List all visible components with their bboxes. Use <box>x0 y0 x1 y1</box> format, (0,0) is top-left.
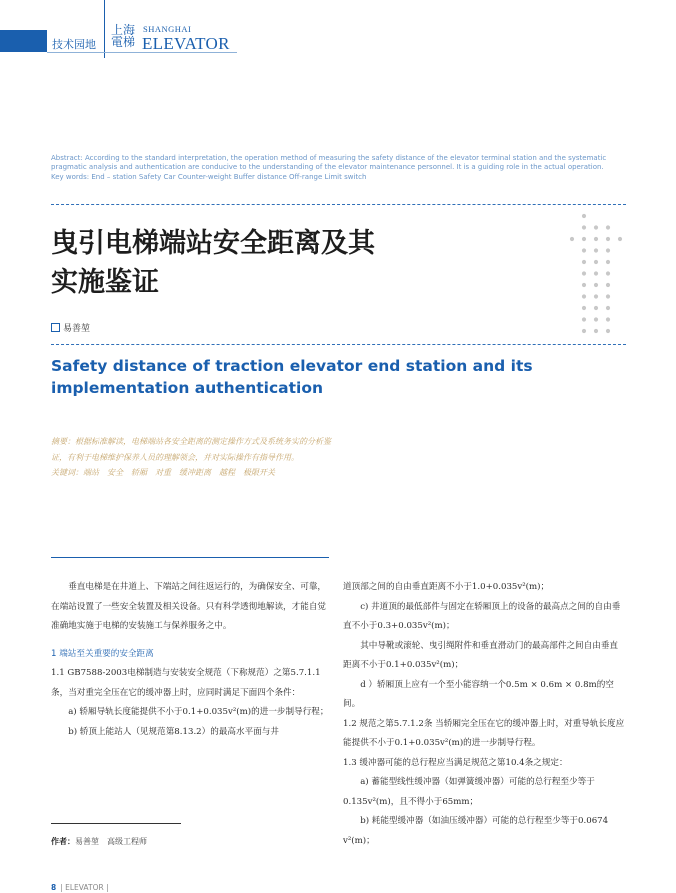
logo-chinese: 上海電梯 <box>111 23 136 49</box>
decorative-dot <box>606 237 610 241</box>
decorative-dot <box>606 329 610 333</box>
english-title: Safety distance of traction elevator end station and its implementation authentication <box>51 357 533 397</box>
decorative-dot <box>606 283 610 287</box>
section-label: 技术园地 <box>52 38 96 51</box>
decorative-dot <box>582 283 586 287</box>
title-line-1: 曳引电梯端站安全距离及其 <box>51 228 375 259</box>
decorative-dot <box>582 271 586 275</box>
decorative-dot <box>594 329 598 333</box>
decorative-dot <box>606 248 610 252</box>
paragraph: a) 轿厢导轨长度能提供不小于0.1+0.035v²(m)的进一步制导行程； <box>68 707 329 717</box>
dashed-rule-mid <box>51 344 626 345</box>
decorative-dot <box>582 294 586 298</box>
decorative-dot <box>594 225 598 229</box>
abstract-rule <box>51 557 329 558</box>
author-byline <box>51 321 90 334</box>
decorative-dot <box>582 260 586 264</box>
decorative-dot <box>582 214 586 218</box>
decorative-dot <box>594 237 598 241</box>
paragraph: c) 井道顶的最低部件与固定在轿厢顶上的设备的最高点之间的自由垂直不小于0.3+0.035v²(m)； <box>343 601 621 631</box>
header-color-bar <box>0 30 47 52</box>
decorative-dot <box>594 306 598 310</box>
author-note-text: 易善堃 高级工程师 <box>75 837 147 846</box>
body-column-left <box>51 578 330 742</box>
abstract-english-text: Abstract: According to the standard interpretation, the operation method of measuring the safety distance of the elevator terminal station and the systematic pragmatic analysis and authentication are conducive to the understanding of the elevator maintenance personnel. It is a guiding role in the actual operation. <box>51 154 607 172</box>
keywords-english: Key words: End – station Safety Car Counter-weight Buffer distance Off-range Limit switch <box>51 172 367 181</box>
decorative-dot <box>594 283 598 287</box>
abstract-english <box>51 154 626 182</box>
decorative-dot <box>582 329 586 333</box>
decorative-dot <box>606 306 610 310</box>
decorative-dot <box>606 294 610 298</box>
page-number: 8 <box>51 883 57 892</box>
header-divider <box>104 0 105 58</box>
decorative-dot <box>606 271 610 275</box>
decorative-dot <box>582 317 586 321</box>
section-heading: 1 端站至关重要的安全距离 <box>51 648 154 659</box>
decorative-dot <box>594 317 598 321</box>
paragraph: d ）轿厢顶上应有一个至小能容纳一个0.5m × 0.6m × 0.8m的空间。 <box>343 679 614 709</box>
decorative-dot <box>570 237 574 241</box>
decorative-dot <box>582 248 586 252</box>
paragraph: 1.1 GB7588-2003电梯制造与安装安全规范（下称规范）之第5.7.1.1条，当对重完全压在它的缓冲器上时，应同时满足下面四个条件： <box>51 668 321 698</box>
body-column-right <box>343 578 625 851</box>
paragraph: 1.3 缓冲器可能的总行程应当满足规范之第10.4条之规定： <box>343 757 568 768</box>
decorative-dot <box>582 306 586 310</box>
author-note-label: 作者： <box>51 837 75 846</box>
decorative-dot <box>594 271 598 275</box>
paragraph: 1.2 规范之第5.7.1.2条 当轿厢完全压在它的缓冲器上时，对重导轨长度应能提供不小于0.1+0.035v²(m)的进一步制导行程。 <box>343 718 625 748</box>
dashed-rule-top <box>51 204 626 205</box>
decorative-dot <box>582 237 586 241</box>
decorative-dot <box>594 294 598 298</box>
paragraph: b) 轿顶上能站人（见规范第8.13.2）的最高水平面与井 <box>68 726 279 737</box>
footer-text: | ELEVATOR | <box>60 883 109 892</box>
decorative-dot <box>606 260 610 264</box>
paragraph: b) 耗能型缓冲器（如油压缓冲器）可能的总行程至少等于0.0674 v²(m)； <box>343 816 609 846</box>
decorative-dot <box>582 225 586 229</box>
paragraph: 道顶部之间的自由垂直距离不小于1.0+0.035v²(m)； <box>343 582 550 592</box>
author-note-rule <box>51 823 181 824</box>
abstract-chinese-text: 摘要：根据标准解读，电梯端站各安全距离的测定操作方式及系统务实的分析鉴证，有利于电梯维护保养人员的理解领会，并对实际操作有指导作用。 <box>51 437 331 462</box>
decorative-dot <box>606 225 610 229</box>
decorative-dot <box>594 260 598 264</box>
abstract-chinese <box>51 434 331 481</box>
decorative-dot <box>618 237 622 241</box>
logo-shanghai: SHANGHAI <box>143 24 192 34</box>
title-line-2: 实施鉴证 <box>51 267 159 298</box>
decorative-dot-pattern <box>567 212 627 337</box>
paragraph: a) 蓄能型线性缓冲器（如弹簧缓冲器）可能的总行程至少等于0.135v²(m)，且不得小于65mm； <box>343 777 595 807</box>
article-title <box>51 224 375 302</box>
author-name: 易善堃 <box>63 324 91 334</box>
logo-elevator: ELEVATOR <box>142 34 230 53</box>
decorative-dot <box>594 248 598 252</box>
author-note <box>51 836 147 847</box>
decorative-dot <box>606 317 610 321</box>
paragraph: 其中导靴或滚轮、曳引绳附件和垂直滑动门的最高部件之间自由垂直距离不小于0.1+0.035v²(m)； <box>343 640 619 670</box>
paragraph: 垂直电梯是在井道上、下端站之间往返运行的，为确保安全、可靠，在端站设置了一些安全装置及相关设备。只有科学透彻地解读，才能自觉准确地实施于电梯的安装施工与保养服务之中。 <box>51 582 327 631</box>
keywords-chinese: 关键词：端站 安全 轿厢 对重 缓冲距离 越程 极限开关 <box>51 468 275 477</box>
byline-square-icon <box>51 323 60 332</box>
page-footer <box>51 883 109 892</box>
